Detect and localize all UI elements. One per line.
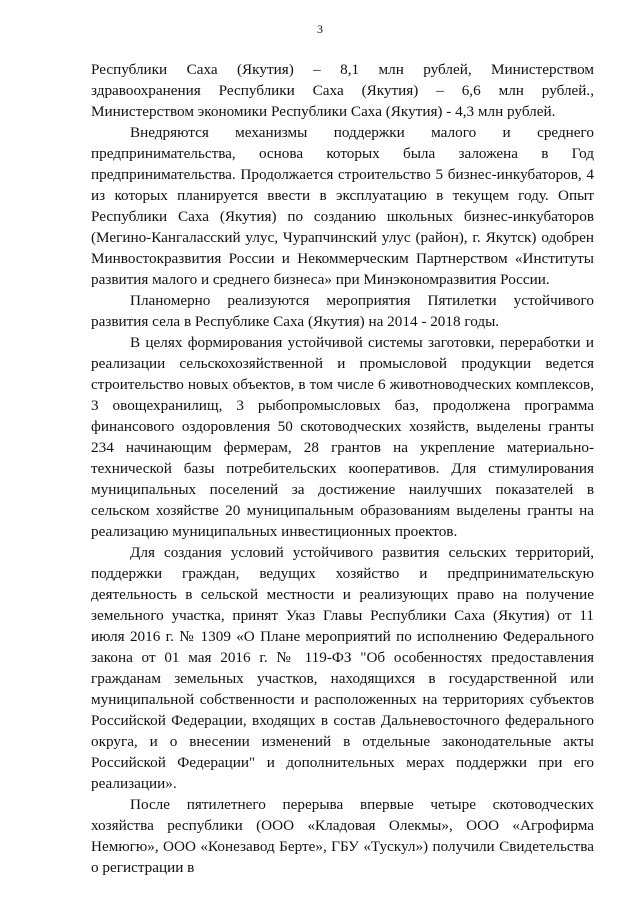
paragraph-agri-infrastructure: В целях формирования устойчивой системы заготовки, переработки и реализации сельскохозяйственной и промысловой продукции ведется строительство новых объектов, в том числе 6 животноводческих комплексов, 3 овощехранилищ, 3 рыбопромысловых баз, продолжена программа финансового оздоровления 50 скотоводческих хозяйств, выделены гранты 234 начинающим фермерам, 28 грантов на укрепление материально-технической базы потребительских кооперативов. Для стимулирования муниципальных поселений за достижение наилучших показателей в сельском хозяйстве 20 муниципальным образованиям выделены гранты на реализацию муниципальных инвестиционных проектов.	[91, 334, 594, 540]
paragraph-rural-five-year-plan: Планомерно реализуются мероприятия Пятилетки устойчивого развития села в Республике Саха (Якутия) на 2014 - 2018 годы.	[91, 292, 594, 330]
document-body	[91, 59, 594, 878]
paragraph-rural-development-decree: Для создания условий устойчивого развития сельских территорий, поддержки граждан, ведущих хозяйство и предпринимательскую деятельность в сельской местности и реализующих право на получение земельного участка, принят Указ Главы Республики Саха (Якутия) от 11 июля 2016 г. № 1309 «О Плане мероприятий по исполнению Федерального закона от 01 мая 2016 г. № 119-ФЗ "Об особенностях предоставления гражданам земельных участков, находящихся в государственной или муниципальной собственности и расположенных на территориях субъектов Российской Федерации, входящих в состав Дальневосточного федерального округа, и о внесении изменений в отдельные законодательные акты Российской Федерации" и дополнительных мерах поддержки при его реализации».	[91, 544, 594, 792]
paragraph-business-support: Внедряются механизмы поддержки малого и среднего предпринимательства, основа которых была заложена в Год предпринимательства. Продолжается строительство 5 бизнес-инкубаторов, 4 из которых планируется ввести в эксплуатацию в текущем году. Опыт Республики Саха (Якутия) по созданию школьных бизнес-инкубаторов (Мегино-Кангаласский улус, Чурапчинский улус (район), г. Якутск) одобрен Минвостокразвития России и Некоммерческим Партнерством «Институты развития малого и среднего бизнеса» при Минэкономразвития России.	[91, 124, 594, 288]
paragraph-continuation: Республики Саха (Якутия) – 8,1 млн рублей, Министерством здравоохранения Республики Саха (Якутия) – 6,6 млн рублей., Министерством экономики Республики Саха (Якутия) - 4,3 млн рублей.	[91, 61, 594, 120]
paragraph-livestock-registration: После пятилетнего перерыва впервые четыре скотоводческих хозяйства республики (ООО «Кладовая Олекмы», ООО «Агрофирма Немюгю», ООО «Конезавод Берте», ГБУ «Тускул») получили Свидетельства о регистрации в	[91, 796, 594, 876]
page-number: 3	[317, 22, 323, 36]
